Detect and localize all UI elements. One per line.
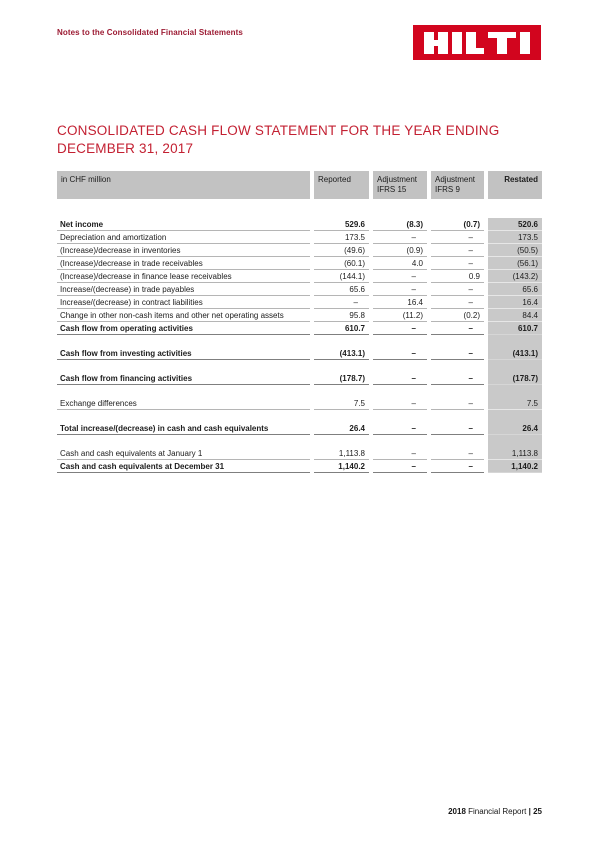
column-header-adjustment-ifrs15 <box>373 171 427 199</box>
restated-value: (413.1) <box>488 347 542 360</box>
row-label: Change in other non-cash items and other net operating assets <box>57 309 310 322</box>
row-label: (Increase)/decrease in inventories <box>57 244 310 257</box>
spacer-cell <box>314 360 369 372</box>
ifrs9-adjustment-value: – <box>431 296 484 309</box>
spacer-cell <box>373 360 427 372</box>
table-row <box>57 397 542 410</box>
spacer-cell <box>57 335 310 347</box>
table-row <box>57 283 542 296</box>
ifrs15-adjustment-value: 4.0 <box>373 257 427 270</box>
restated-value: (56.1) <box>488 257 542 270</box>
table-row <box>57 296 542 309</box>
restated-value: 1,140.2 <box>488 460 542 473</box>
ifrs15-adjustment-value: – <box>373 447 427 460</box>
reported-value: 95.8 <box>314 309 369 322</box>
reported-value: (178.7) <box>314 372 369 385</box>
table-row <box>57 422 542 435</box>
column-header-reported-label: Reported <box>318 175 351 184</box>
footer-report-title: Financial Report <box>468 807 527 816</box>
spacer-cell <box>431 360 484 372</box>
reported-value: 610.7 <box>314 322 369 335</box>
restated-value: 65.6 <box>488 283 542 296</box>
reported-value: 173.5 <box>314 231 369 244</box>
ifrs15-adjustment-value: – <box>373 397 427 410</box>
cash-flow-table <box>57 171 542 473</box>
table-row <box>57 231 542 244</box>
row-label: Cash and cash equivalents at January 1 <box>57 447 310 460</box>
ifrs9-adjustment-value: – <box>431 257 484 270</box>
reported-value: 1,140.2 <box>314 460 369 473</box>
table-row <box>57 244 542 257</box>
ifrs9-adjustment-value: – <box>431 397 484 410</box>
restated-value: 610.7 <box>488 322 542 335</box>
ifrs15-adjustment-value: – <box>373 322 427 335</box>
table-spacer-row <box>57 385 542 397</box>
spacer-cell <box>488 385 542 397</box>
reported-value: 1,113.8 <box>314 447 369 460</box>
ifrs9-adjustment-value: – <box>431 322 484 335</box>
table-row <box>57 460 542 473</box>
ifrs9-adjustment-value: (0.7) <box>431 218 484 231</box>
reported-value: (144.1) <box>314 270 369 283</box>
column-header-unit-label: in CHF million <box>61 175 111 184</box>
table-row <box>57 309 542 322</box>
row-label: Cash and cash equivalents at December 31 <box>57 460 310 473</box>
restated-value: 7.5 <box>488 397 542 410</box>
reported-value: (413.1) <box>314 347 369 360</box>
page-footer <box>448 807 542 816</box>
row-label: (Increase)/decrease in finance lease receivables <box>57 270 310 283</box>
spacer-cell <box>373 385 427 397</box>
ifrs9-adjustment-value: – <box>431 283 484 296</box>
reported-value: (60.1) <box>314 257 369 270</box>
row-label: Cash flow from operating activities <box>57 322 310 335</box>
ifrs15-adjustment-value: – <box>373 460 427 473</box>
ifrs15-adjustment-value: – <box>373 372 427 385</box>
column-header-reported <box>314 171 369 199</box>
ifrs15-adjustment-value: (0.9) <box>373 244 427 257</box>
ifrs15-adjustment-value: – <box>373 422 427 435</box>
ifrs9-adjustment-value: – <box>431 422 484 435</box>
spacer-cell <box>431 385 484 397</box>
row-label: Exchange differences <box>57 397 310 410</box>
ifrs15-adjustment-value: (8.3) <box>373 218 427 231</box>
reported-value: 7.5 <box>314 397 369 410</box>
ifrs15-adjustment-value: 16.4 <box>373 296 427 309</box>
table-row <box>57 372 542 385</box>
table-row <box>57 447 542 460</box>
ifrs9-adjustment-value: – <box>431 347 484 360</box>
ifrs9-adjustment-value: – <box>431 372 484 385</box>
restated-value: 1,113.8 <box>488 447 542 460</box>
table-header-row <box>57 171 542 199</box>
spacer-cell <box>314 385 369 397</box>
ifrs9-adjustment-value: – <box>431 447 484 460</box>
restated-value: 520.6 <box>488 218 542 231</box>
table-body <box>57 218 542 473</box>
spacer-cell <box>57 435 310 447</box>
hilti-logo-icon <box>424 32 530 54</box>
table-row <box>57 257 542 270</box>
hilti-logo <box>413 25 541 60</box>
spacer-cell <box>57 410 310 422</box>
spacer-cell <box>488 435 542 447</box>
spacer-cell <box>431 335 484 347</box>
column-header-unit <box>57 171 310 199</box>
ifrs9-adjustment-value: 0.9 <box>431 270 484 283</box>
spacer-cell <box>488 360 542 372</box>
row-label: Increase/(decrease) in trade payables <box>57 283 310 296</box>
table-spacer-row <box>57 410 542 422</box>
table-row <box>57 322 542 335</box>
restated-value: 26.4 <box>488 422 542 435</box>
ifrs15-adjustment-value: – <box>373 283 427 296</box>
table-row <box>57 218 542 231</box>
restated-value: 173.5 <box>488 231 542 244</box>
spacer-cell <box>57 360 310 372</box>
ifrs15-adjustment-value: (11.2) <box>373 309 427 322</box>
row-label: (Increase)/decrease in trade receivables <box>57 257 310 270</box>
spacer-cell <box>57 385 310 397</box>
restated-value: 84.4 <box>488 309 542 322</box>
row-label: Net income <box>57 218 310 231</box>
column-header-adjustment15-label: Adjustment <box>377 175 418 184</box>
row-label: Increase/(decrease) in contract liabilities <box>57 296 310 309</box>
reported-value: 65.6 <box>314 283 369 296</box>
page-title: CONSOLIDATED CASH FLOW STATEMENT FOR THE YEAR ENDING DECEMBER 31, 2017 <box>57 123 500 156</box>
ifrs15-adjustment-value: – <box>373 347 427 360</box>
column-header-adjustment9-sublabel: IFRS 9 <box>435 185 460 194</box>
ifrs9-adjustment-value: – <box>431 231 484 244</box>
restated-value: (178.7) <box>488 372 542 385</box>
spacer-cell <box>314 435 369 447</box>
spacer-cell <box>314 410 369 422</box>
row-label: Cash flow from investing activities <box>57 347 310 360</box>
spacer-cell <box>431 435 484 447</box>
table-spacer-row <box>57 360 542 372</box>
table-row <box>57 270 542 283</box>
spacer-cell <box>488 335 542 347</box>
ifrs9-adjustment-value: – <box>431 244 484 257</box>
row-label: Total increase/(decrease) in cash and cash equivalents <box>57 422 310 435</box>
reported-value: 529.6 <box>314 218 369 231</box>
column-header-restated <box>488 171 542 199</box>
column-header-adjustment9-label: Adjustment <box>435 175 476 184</box>
ifrs15-adjustment-value: – <box>373 231 427 244</box>
row-label: Depreciation and amortization <box>57 231 310 244</box>
reported-value: – <box>314 296 369 309</box>
spacer-cell <box>488 410 542 422</box>
table-spacer-row <box>57 335 542 347</box>
column-header-adjustment-ifrs9 <box>431 171 484 199</box>
row-label: Cash flow from financing activities <box>57 372 310 385</box>
spacer-cell <box>431 410 484 422</box>
footer-year: 2018 <box>448 807 466 816</box>
spacer-cell <box>314 335 369 347</box>
column-header-adjustment15-sublabel: IFRS 15 <box>377 185 407 194</box>
footer-page-number: 25 <box>533 807 542 816</box>
table-spacer-row <box>57 435 542 447</box>
spacer-cell <box>373 435 427 447</box>
column-header-restated-label: Restated <box>504 175 538 184</box>
ifrs9-adjustment-value: – <box>431 460 484 473</box>
reported-value: (49.6) <box>314 244 369 257</box>
ifrs15-adjustment-value: – <box>373 270 427 283</box>
document-section-title: Notes to the Consolidated Financial Statements <box>57 28 243 37</box>
spacer-cell <box>373 410 427 422</box>
restated-value: 16.4 <box>488 296 542 309</box>
ifrs9-adjustment-value: (0.2) <box>431 309 484 322</box>
reported-value: 26.4 <box>314 422 369 435</box>
restated-value: (143.2) <box>488 270 542 283</box>
footer-separator: | <box>528 807 531 816</box>
spacer-cell <box>373 335 427 347</box>
restated-value: (50.5) <box>488 244 542 257</box>
table-row <box>57 347 542 360</box>
